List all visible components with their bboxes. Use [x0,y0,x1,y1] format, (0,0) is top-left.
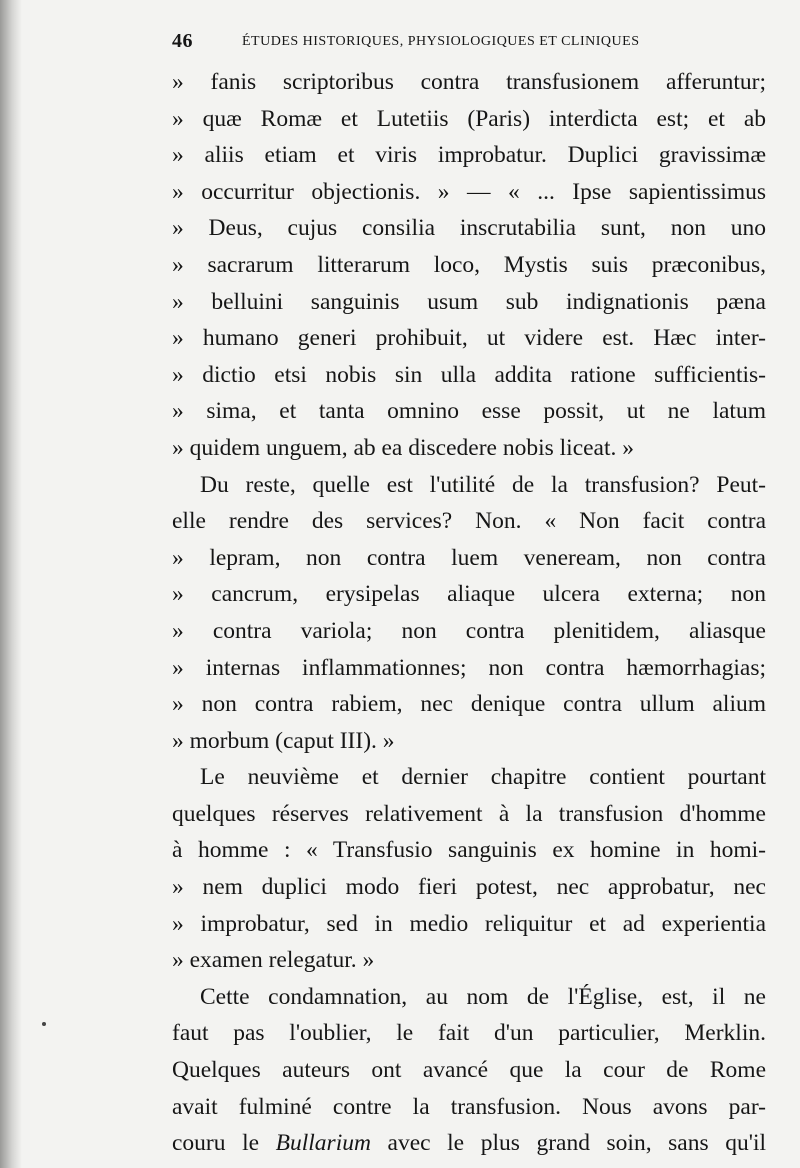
text-line: » aliis etiam et viris improbatur. Duplici gravissimæ [172,142,766,169]
text-line: » occurritur objectionis. » — « ... Ipse sapientissimus [172,178,766,205]
text-segment: couru le [172,1130,276,1157]
text-line: » non contra rabiem, nec denique contra ullum alium [172,691,766,718]
text-line: » sima, et tanta omnino esse possit, ut ne latum [172,398,766,425]
text-line: » belluini sanguinis usum sub indignationis pæna [172,288,766,315]
text-line: à homme : « Transfusio sanguinis ex homine in homi- [172,837,766,864]
text-line: » nem duplici modo fieri potest, nec approbatur, nec [172,874,766,901]
body-text [172,64,766,1162]
page-number: 46 [172,30,193,52]
text-line: » morbum (caput III). » [172,727,395,754]
running-header [172,30,712,56]
text-line: » internas inflammationnes; non contra hæmorrhagias; [172,654,766,681]
text-line: » contra variola; non contra plenitidem, aliasque [172,617,766,644]
text-line: » lepram, non contra luem veneream, non contra [172,544,766,571]
text-line: Du reste, quelle est l'utilité de la transfusion? Peut- [200,471,766,498]
binding-shadow [0,0,22,1168]
text-line: faut pas l'oublier, le fait d'un particulier, Merklin. [172,1020,766,1047]
text-line: » fanis scriptoribus contra transfusionem afferuntur; [172,69,766,95]
text-segment: avec le plus grand soin, sans qu'il [370,1130,766,1157]
text-line: elle rendre des services? Non. « Non facit contra [172,508,766,535]
text-line: » examen relegatur. » [172,947,375,974]
text-line: Cette condamnation, au nom de l'Église, est, il ne [200,983,766,1010]
text-line-final [172,1125,766,1162]
text-line: » quidem unguem, ab ea discedere nobis liceat. » [172,434,635,461]
text-line: Quelques auteurs ont avancé que la cour de Rome [172,1057,766,1084]
text-line: avait fulminé contre la transfusion. Nous avons par- [172,1093,766,1120]
text-line: » Deus, cujus consilia inscrutabilia sunt, non uno [172,215,766,242]
text-line: » cancrum, erysipelas aliaque ulcera externa; non [172,581,766,608]
text-line: Le neuvième et dernier chapitre contient pourtant [200,764,766,791]
running-title: ÉTUDES HISTORIQUES, PHYSIOLOGIQUES ET CLINIQUES [242,34,640,49]
text-line: quelques réserves relativement à la transfusion d'homme [172,800,766,827]
text-line: » humano generi prohibuit, ut videre est. Hæc inter- [172,325,766,352]
text-line: » improbatur, sed in medio reliquitur et ad experientia [172,910,766,937]
text-line: » quæ Romæ et Lutetiis (Paris) interdicta est; et ab [172,105,766,132]
text-line: » sacrarum litterarum loco, Mystis suis præconibus, [172,251,766,278]
ink-speck [42,1022,46,1026]
text-line: » dictio etsi nobis sin ulla addita ratione sufficientis- [172,361,766,388]
bullarium-title: Bullarium [275,1130,371,1157]
